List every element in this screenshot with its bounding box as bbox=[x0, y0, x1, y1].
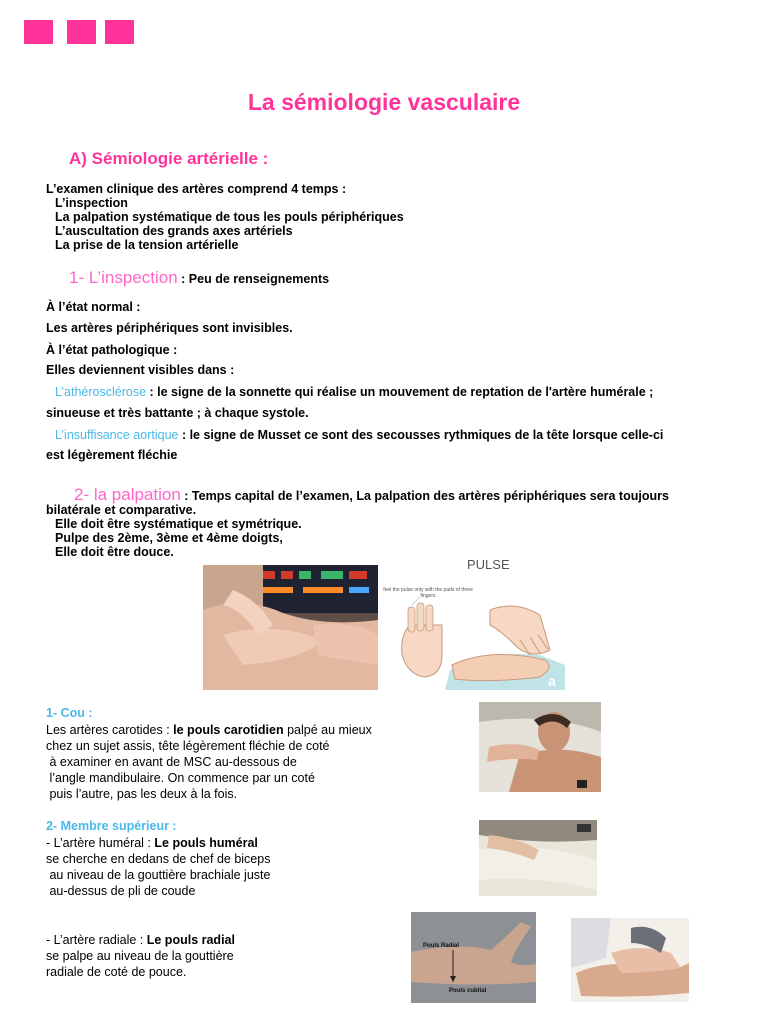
humeral-line: au-dessus de pli de coude bbox=[46, 884, 196, 898]
cou-heading: 1- Cou : bbox=[46, 706, 93, 720]
list-item: Elle doit être douce. bbox=[55, 545, 174, 559]
athero-line-2: sinueuse et très battante ; à chaque systole. bbox=[46, 406, 309, 420]
list-item: L’auscultation des grands axes artériels bbox=[55, 224, 293, 238]
insuf-sign: signe de Musset bbox=[203, 428, 301, 442]
list-item: La palpation systématique de tous les pouls périphériques bbox=[55, 210, 404, 224]
athero-term: L’athérosclérose bbox=[55, 385, 147, 399]
radial-line-1: - L’artère radiale : Le pouls radial bbox=[46, 933, 235, 947]
list-item: La prise de la tension artérielle bbox=[55, 238, 239, 252]
insuf-line-2: est légèrement fléchie bbox=[46, 448, 178, 462]
cou-line-1: Les artères carotides : le pouls carotidien palpé au mieux bbox=[46, 723, 372, 737]
pulse-diagram bbox=[380, 555, 570, 695]
radial-block bbox=[46, 932, 235, 980]
section-a-block bbox=[46, 182, 404, 252]
palpation-block bbox=[46, 503, 302, 559]
decor-square-2 bbox=[67, 20, 96, 44]
cou-block bbox=[46, 722, 372, 802]
section-a-heading: A) Sémiologie artérielle : bbox=[69, 149, 269, 168]
cou-line: l’angle mandibulaire. On commence par un coté bbox=[46, 771, 315, 785]
normal-text: Les artères périphériques sont invisibles. bbox=[46, 321, 293, 335]
decor-square-1 bbox=[24, 20, 53, 44]
pulse-title: PULSE bbox=[467, 557, 510, 572]
palpation-suffix: : Temps capital de l’examen, La palpation des artères périphériques sera toujours bbox=[180, 489, 669, 503]
palpation-heading: 2- la palpation bbox=[74, 485, 181, 504]
visible-text: Elles deviennent visibles dans : bbox=[46, 363, 235, 377]
list-item: L’inspection bbox=[55, 196, 128, 210]
palpation-line-2: bilatérale et comparative. bbox=[46, 503, 197, 517]
radial-pulse-photo bbox=[571, 918, 689, 1002]
cou-line: chez un sujet assis, tête légèrement fléchie de coté bbox=[46, 739, 330, 753]
insuf-line: L’insuffisance aortique : le signe de Musset ce sont des secousses rythmiques de la tête lorsque celle-ci bbox=[55, 428, 664, 442]
patho-label: À l’état pathologique bbox=[46, 343, 170, 357]
page-title: La sémiologie vasculaire bbox=[247, 89, 521, 115]
pulse-letter: a bbox=[548, 673, 556, 689]
humeral-pulse-photo bbox=[479, 820, 597, 896]
decor-square-3 bbox=[105, 20, 134, 44]
membre-block bbox=[46, 835, 270, 899]
normal-label: À l’état normal : bbox=[46, 300, 141, 314]
humeral-line-1: - L’artère huméral : Le pouls huméral bbox=[46, 836, 258, 850]
list-item: Elle doit être systématique et symétrique. bbox=[55, 517, 302, 531]
wrist-pulse-photo bbox=[203, 565, 378, 690]
insuf-term: L’insuffisance aortique bbox=[55, 428, 179, 442]
section-a-intro: L’examen clinique des artères comprend 4 temps : bbox=[46, 182, 347, 196]
humeral-line: se cherche en dedans de chef de biceps bbox=[46, 852, 271, 866]
label-radial: Pouls Radial bbox=[423, 943, 460, 949]
athero-sign: signe de la sonnette bbox=[171, 385, 292, 399]
wrist-labels-photo bbox=[411, 912, 536, 1003]
carotid-pulse-photo bbox=[479, 702, 601, 792]
athero-line: L’athérosclérose : le signe de la sonnette qui réalise un mouvement de reptation de l'artère humérale ; bbox=[55, 385, 654, 399]
inspection-heading: 1- L’inspection bbox=[69, 268, 178, 287]
patho-line: À l’état pathologique : bbox=[46, 343, 178, 357]
palpation-heading-line bbox=[74, 485, 669, 505]
radial-line: radiale de coté de pouce. bbox=[46, 965, 187, 979]
radial-line: se palpe au niveau de la gouttière bbox=[46, 949, 234, 963]
inspection-suffix: : Peu de renseignements bbox=[177, 272, 330, 286]
cou-line: à examiner en avant de MSC au-dessous de bbox=[46, 755, 297, 769]
cou-line: puis l’autre, pas les deux à la fois. bbox=[46, 787, 238, 801]
pulse-caption: feel the pulse only with the pads of three fingers bbox=[383, 587, 473, 599]
list-item: Pulpe des 2ème, 3ème et 4ème doigts, bbox=[55, 531, 283, 545]
humeral-line: au niveau de la gouttière brachiale juste bbox=[46, 868, 271, 882]
membre-heading: 2- Membre supérieur : bbox=[46, 819, 177, 833]
inspection-heading-line bbox=[69, 268, 329, 288]
label-cubital: Pouls cubital bbox=[449, 988, 487, 994]
